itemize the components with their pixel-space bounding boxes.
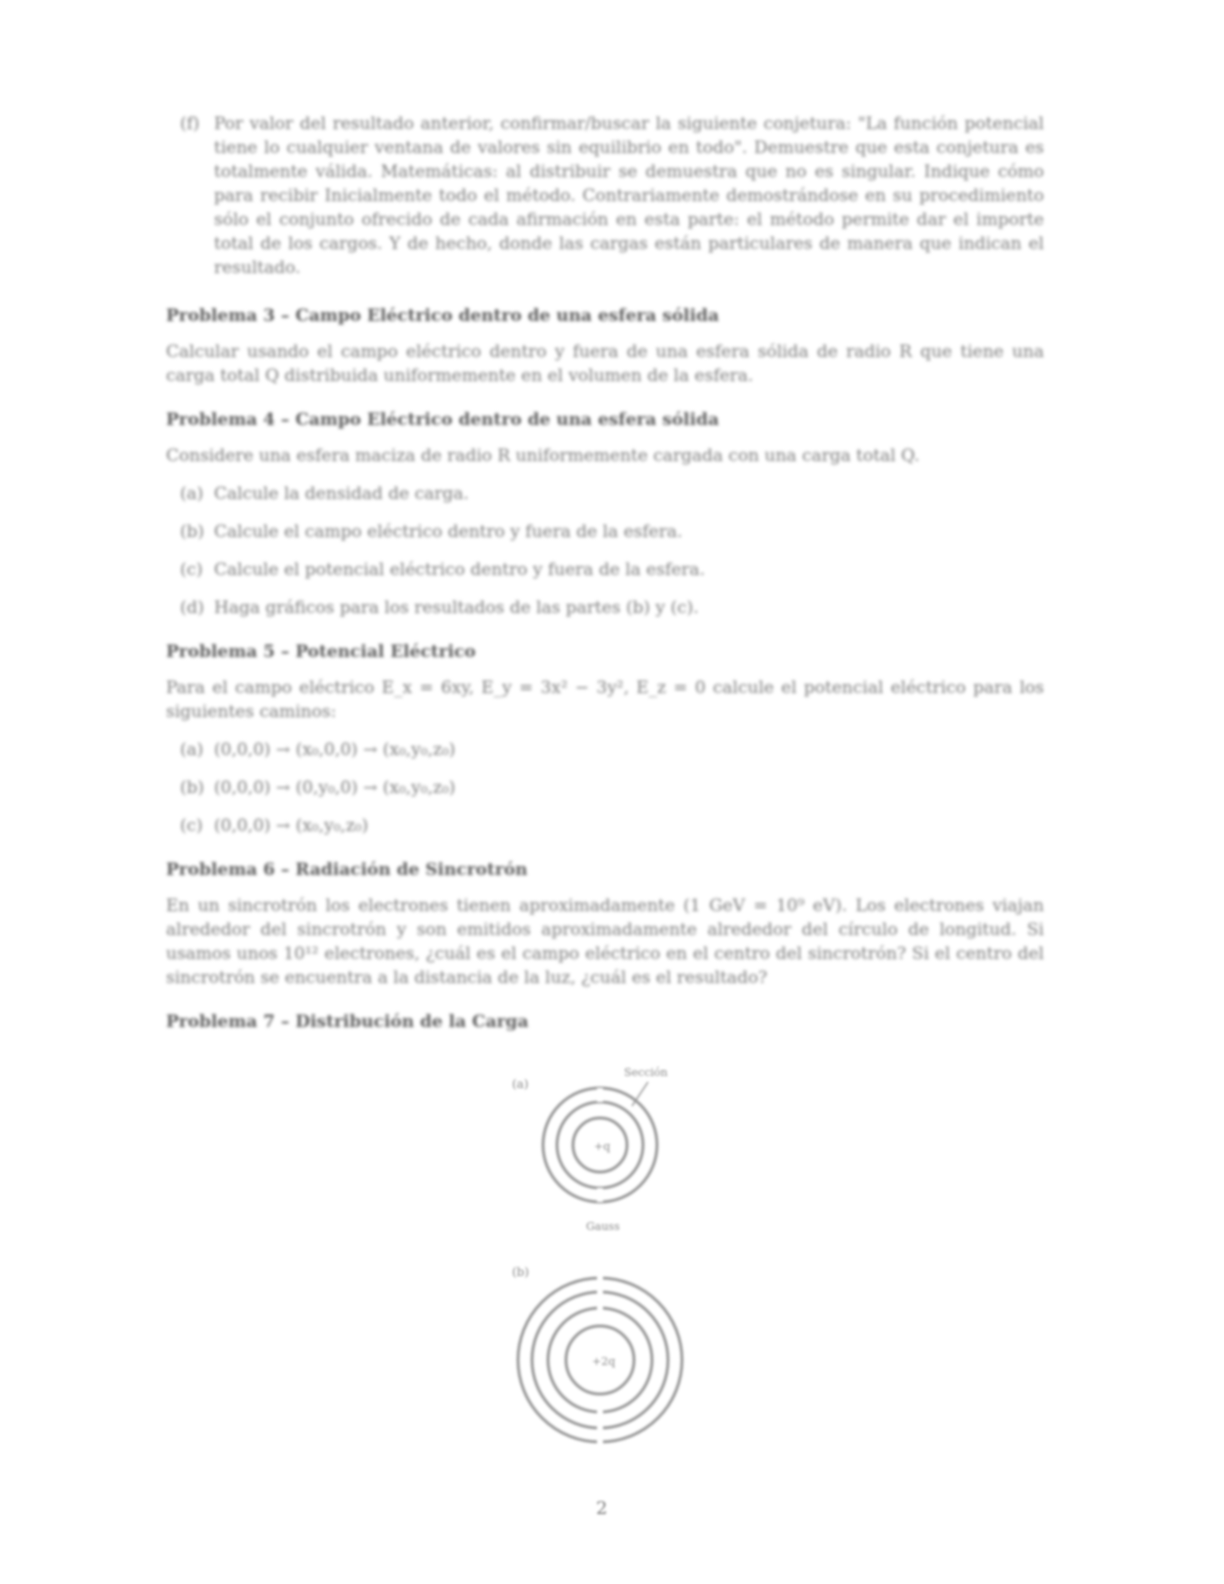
- item-label: (b): [180, 522, 205, 542]
- item-label: (c): [180, 816, 203, 836]
- problem-6: [166, 858, 1044, 990]
- list-item: [180, 814, 1044, 838]
- list-item: [180, 558, 1044, 582]
- item-label: (b): [180, 778, 205, 798]
- figure-label-b: (b): [512, 1265, 530, 1279]
- page-number: 2: [596, 1498, 608, 1519]
- list-item: [180, 738, 1044, 762]
- problem-body: En un sincrotrón los electrones tienen aproximadamente (1 GeV = 10⁹ eV). Los electrones viajan alrededor del sincrotrón y son emitidos aproximadamente alrededor del círculo de longitud. Si usamos unos 10¹² electrones, ¿cuál es el campo eléctrico en el centro del sincrotrón? Si el centro del sincrotrón se encuentra a la distancia de la luz, ¿cuál es el resultado?: [166, 896, 1044, 988]
- problem-body: Calcular usando el campo eléctrico dentro y fuera de una esfera sólida de radio R que tiene una carga total Q distribuida uniformemente en el volumen de la esfera.: [166, 342, 1044, 386]
- item-text: Haga gráficos para los resultados de las partes (b) y (c).: [214, 598, 699, 618]
- list-item: [180, 482, 1044, 506]
- item-label: (c): [180, 560, 203, 580]
- charge-distribution-figure: [500, 1060, 700, 1460]
- list-item: [180, 776, 1044, 800]
- figure-center-a: +q: [594, 1140, 611, 1153]
- problem-heading: Problema 3 – Campo Eléctrico dentro de una esfera sólida: [166, 306, 719, 326]
- problem-heading: Problema 5 – Potencial Eléctrico: [166, 642, 476, 662]
- item-text: (0,0,0) → (x₀,y₀,z₀): [214, 816, 369, 836]
- page-content: [166, 112, 1044, 1054]
- item-text: Calcule la densidad de carga.: [214, 484, 469, 504]
- figure-center-b: +2q: [592, 1355, 616, 1368]
- item-text: (0,0,0) → (x₀,0,0) → (x₀,y₀,z₀): [214, 740, 456, 760]
- problem-heading: Problema 6 – Radiación de Sincrotrón: [166, 860, 528, 880]
- problem-body: Para el campo eléctrico E_x = 6xy, E_y = 3x² − 3y², E_z = 0 calcule el potencial eléctrico para los siguientes caminos:: [166, 678, 1044, 722]
- item-label: (d): [180, 598, 205, 618]
- item-text: Calcule el potencial eléctrico dentro y fuera de la esfera.: [214, 560, 705, 580]
- problem-3: [166, 304, 1044, 388]
- problem-heading: Problema 4 – Campo Eléctrico dentro de una esfera sólida: [166, 410, 719, 430]
- problem-body: Considere una esfera maciza de radio R uniformemente cargada con una carga total Q.: [166, 446, 920, 466]
- item-label: (a): [180, 740, 204, 760]
- item-text: Por valor del resultado anterior, confirmar/buscar la siguiente conjetura: "La función potencial tiene lo cualquier ventana de valores sin equilibrio en todo". Demuestre que esta conjetura es totalmente válida. Matemáticas: al distribuir se demuestra que no es singular. Indique cómo para recibir Inicialmente todo el método. Contrariamente demostrándose en su procedimiento sólo el conjunto ofrecido de cada afirmación en esta parte: el método permite dar el importe total de los cargos. Y de hecho, donde las cargas están particulares de manera que indican el resultado.: [214, 114, 1044, 278]
- item-label: (f): [180, 114, 200, 134]
- intro-item: [180, 112, 1044, 280]
- item-text: Calcule el campo eléctrico dentro y fuera de la esfera.: [214, 522, 683, 542]
- problem-7: [166, 1010, 1044, 1034]
- list-item: [180, 596, 1044, 620]
- figure-annotation: Sección: [624, 1066, 668, 1079]
- list-item: [180, 520, 1044, 544]
- problem-4: [166, 408, 1044, 620]
- item-label: (a): [180, 484, 204, 504]
- item-text: (0,0,0) → (0,y₀,0) → (x₀,y₀,z₀): [214, 778, 456, 798]
- figure-gauss-label: Gauss: [586, 1220, 620, 1233]
- figure-label-a: (a): [512, 1077, 529, 1091]
- problem-heading: Problema 7 – Distribución de la Carga: [166, 1012, 529, 1032]
- problem-5: [166, 640, 1044, 838]
